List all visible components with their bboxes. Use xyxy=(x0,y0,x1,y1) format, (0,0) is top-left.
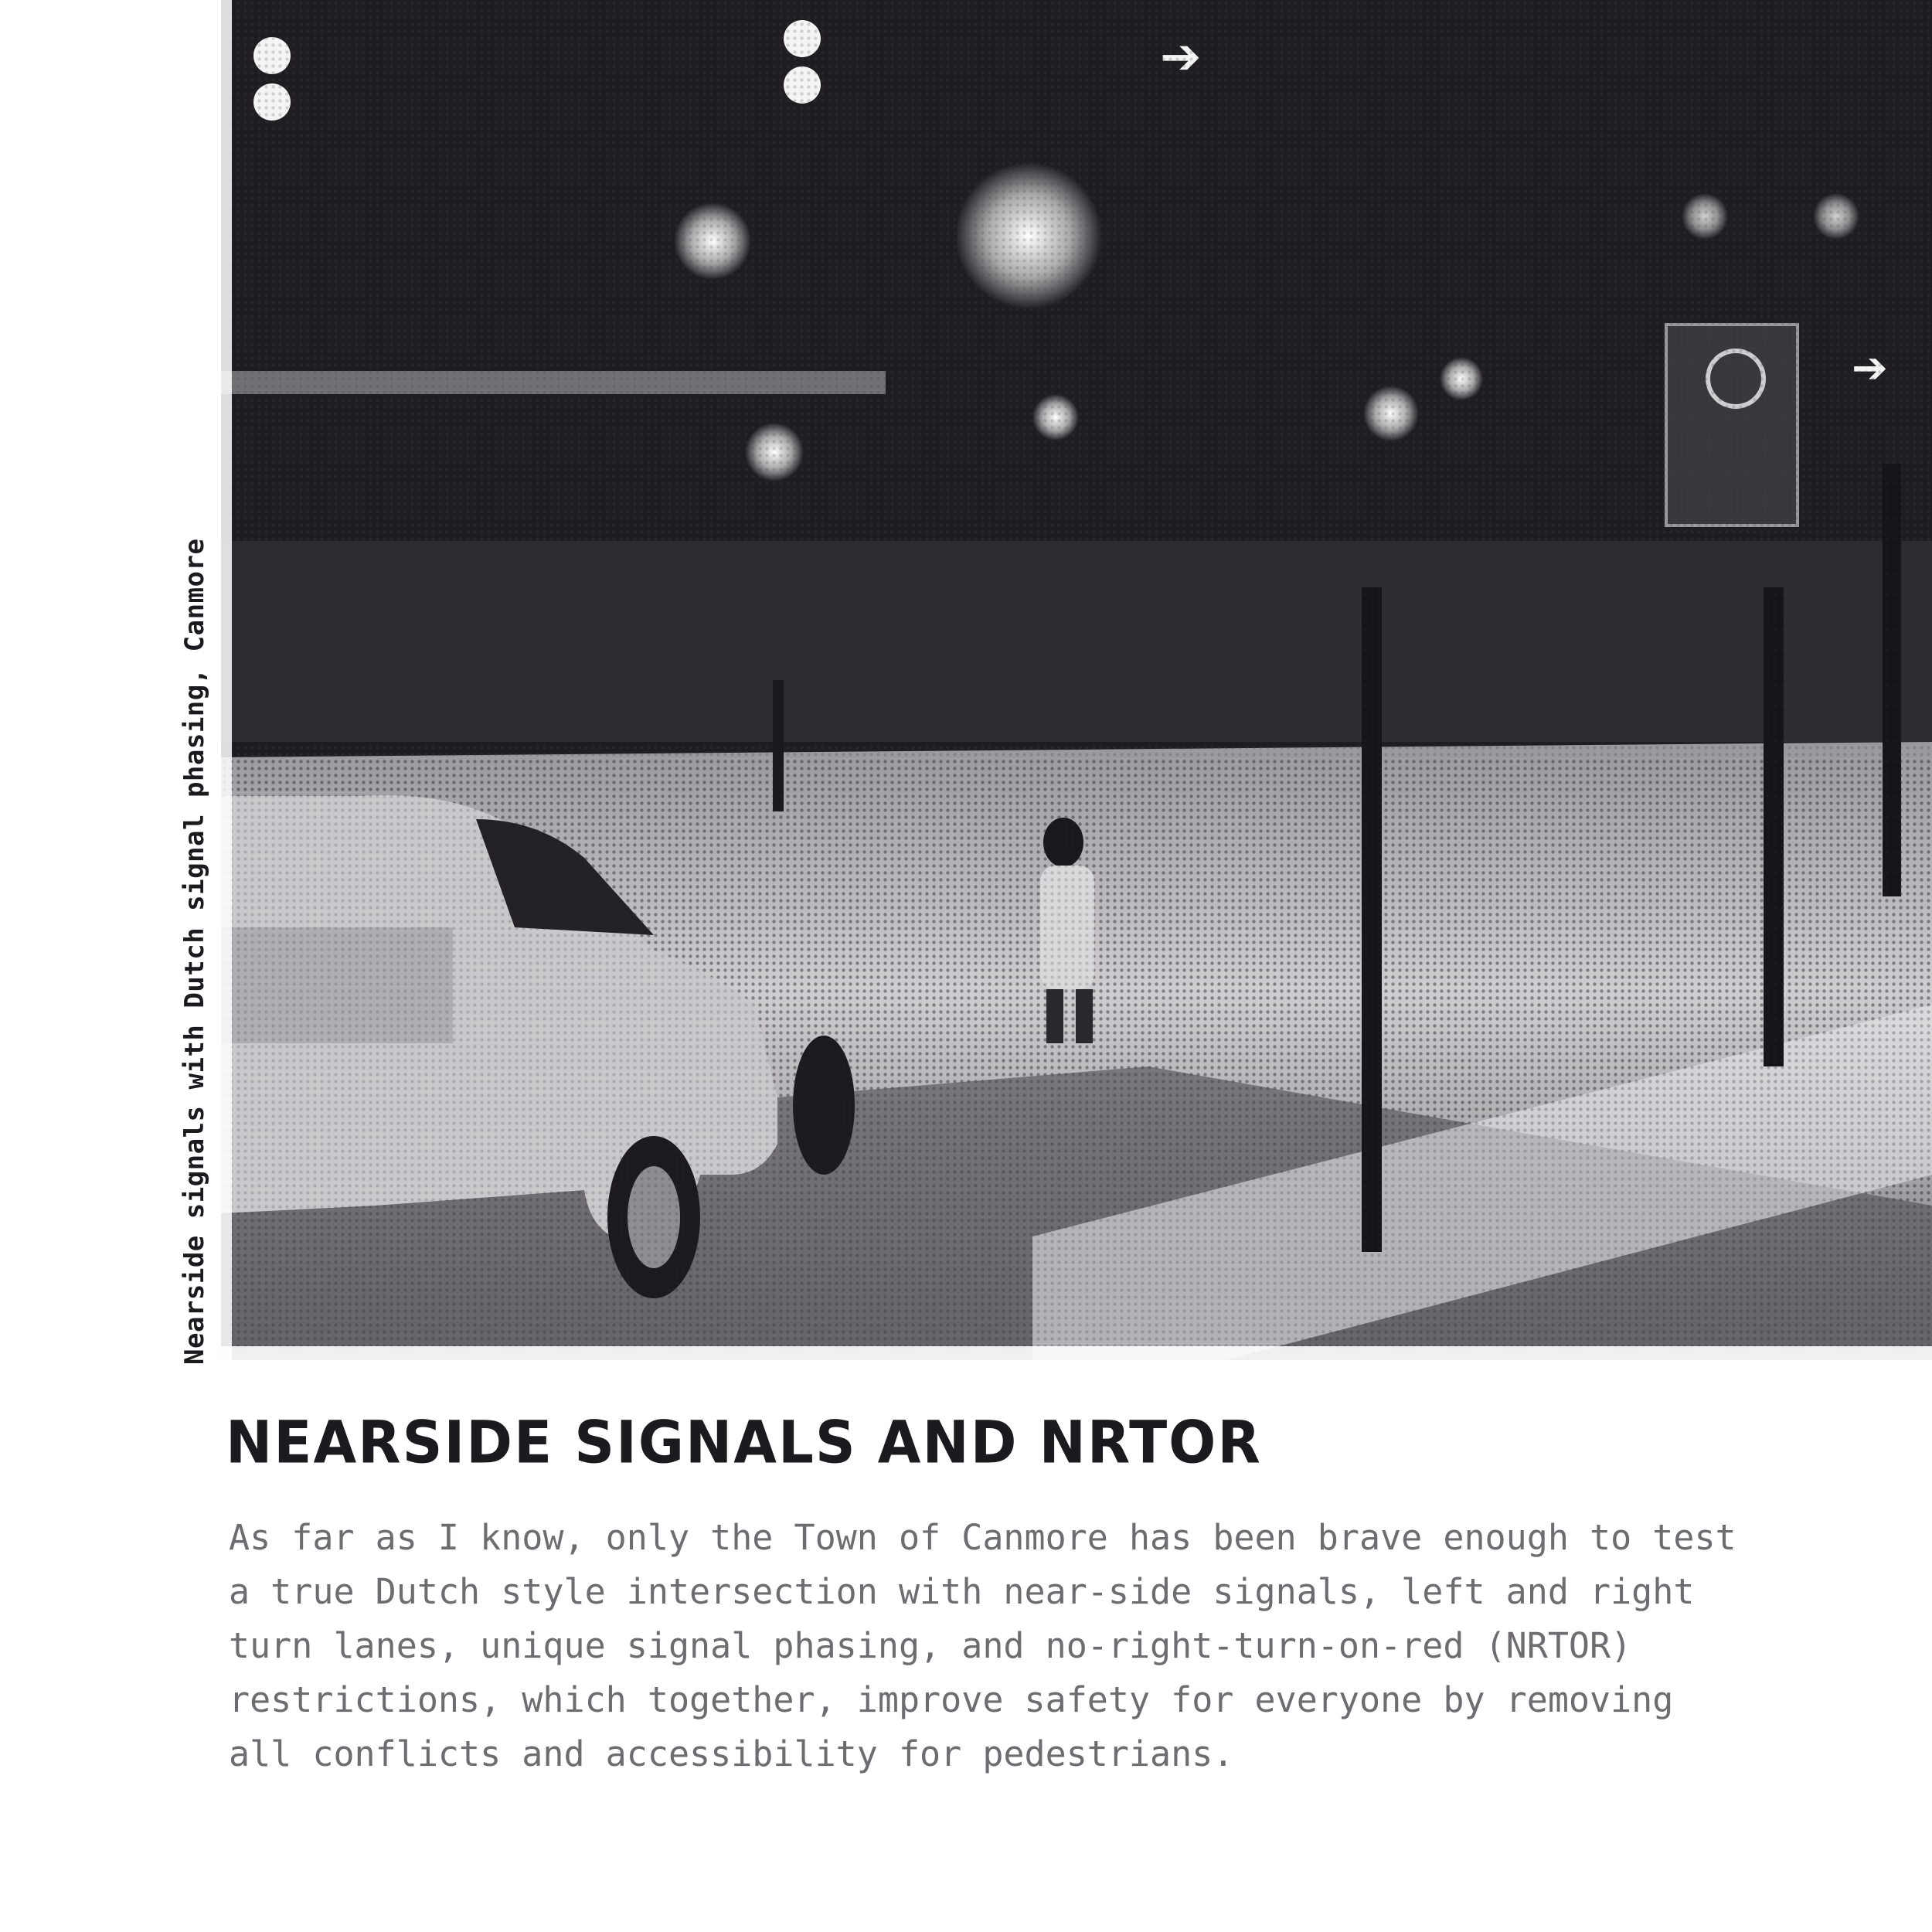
svg-text:➔: ➔ xyxy=(1160,29,1202,86)
photo-caption: Nearside signals with Dutch signal phasing, Canmore xyxy=(179,538,210,1365)
body-paragraph: As far as I know, only the Town of Canmore has been brave enough to test a true Dutch style intersection with near-side signals, left and right turn lanes, unique signal phasing, and no-right-turn-on-red (NRTOR) restrictions, which together, improve safety for everyone by removing all conflicts and accessibility for pedestrians. xyxy=(229,1517,1736,1774)
section-heading: NEARSIDE SIGNALS AND NRTOR xyxy=(226,1408,1262,1477)
halftone-photo xyxy=(221,0,1932,1360)
svg-text:➔: ➔ xyxy=(1852,343,1888,393)
